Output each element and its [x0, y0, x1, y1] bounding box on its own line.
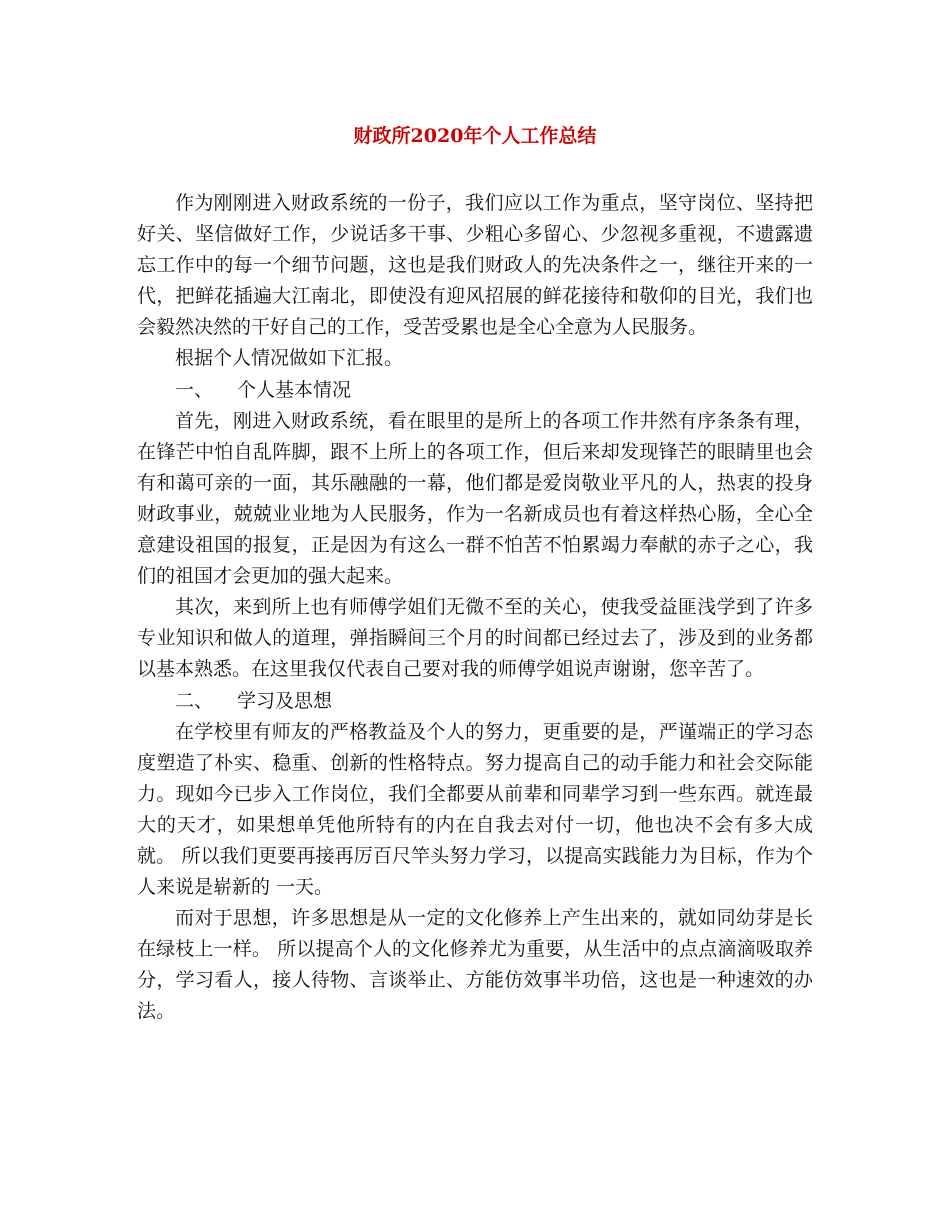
paragraph-study: 在学校里有师友的严格教益及个人的努力，更重要的是，严谨端正的学习态度塑造了朴实、稳重、创新的性格特点。努力提高自己的动手能力和社会交际能力。现如今已步入工作岗位，我们全都要从前辈和同辈学习到一些东西。就连最大的天才，如果想单凭他所特有的内在自我去对付一切，他也决不会有多大成就。 所以我们更要再接再厉百尺竿头努力学习，以提高实践能力为目标，作为个人来说是崭新的 一天。 — [137, 720, 813, 899]
paragraph-intro: 作为刚刚进入财政系统的一份子，我们应以工作为重点，坚守岗位、坚持把好关、坚信做好工作，少说话多干事、少粗心多留心、少忽视多重视，不遗露遗忘工作中的每一个细节问题，这也是我们财政人的先决条件之一，继往开来的一代，把鲜花插遍大江南北，即使没有迎风招展的鲜花接待和敬仰的目光，我们也会毅然决然的干好自己的工作，受苦受累也是全心全意为人民服务。 — [137, 192, 813, 339]
document-title: 财政所2020年个人工作总结 — [353, 125, 597, 147]
paragraph-report-lead: 根据个人情况做如下汇报。 — [175, 347, 404, 370]
section-number: 二、 — [175, 689, 214, 712]
section-heading-text: 学习及思想 — [237, 689, 333, 712]
paragraph-mentors: 其次，来到所上也有师傅学姐们无微不至的关心，使我受益匪浅学到了许多专业知识和做人的道理，弹指瞬间三个月的时间都已经过去了，涉及到的业务都以基本熟悉。在这里我仅代表自己要对我的师傅学姐说声谢谢，您辛苦了。 — [137, 596, 813, 681]
paragraph-first-impressions: 首先，刚进入财政系统，看在眼里的是所上的各项工作井然有序条条有理，在锋芒中怕自乱阵脚，跟不上所上的各项工作，但后来却发现锋芒的眼睛里也会有和蔼可亲的一面，其乐融融的一幕，他们都是爱岗敬业平凡的人，热衷的投身财政事业，兢兢业业地为人民服务，作为一名新成员也有着这样热心肠，全心全意建设祖国的报复，正是因为有这么一群不怕苦不怕累竭力奉献的赤子之心，我们的祖国才会更加的强大起来。 — [137, 409, 813, 588]
section-heading-study — [137, 686, 813, 717]
section-heading-basic-info — [137, 375, 813, 406]
document-body — [137, 188, 813, 1028]
paragraph-thought: 而对于思想，许多思想是从一定的文化修养上产生出来的，就如同幼芽是长在绿枝上一样。 所以提高个人的文化修养尤为重要，从生活中的点点滴滴吸取养分，学习看人，接人待物、言谈举止、方能仿效事半功倍，这也是一种速效的办法。 — [137, 907, 813, 1023]
section-number: 一、 — [175, 378, 214, 401]
section-heading-text: 个人基本情况 — [237, 378, 352, 401]
